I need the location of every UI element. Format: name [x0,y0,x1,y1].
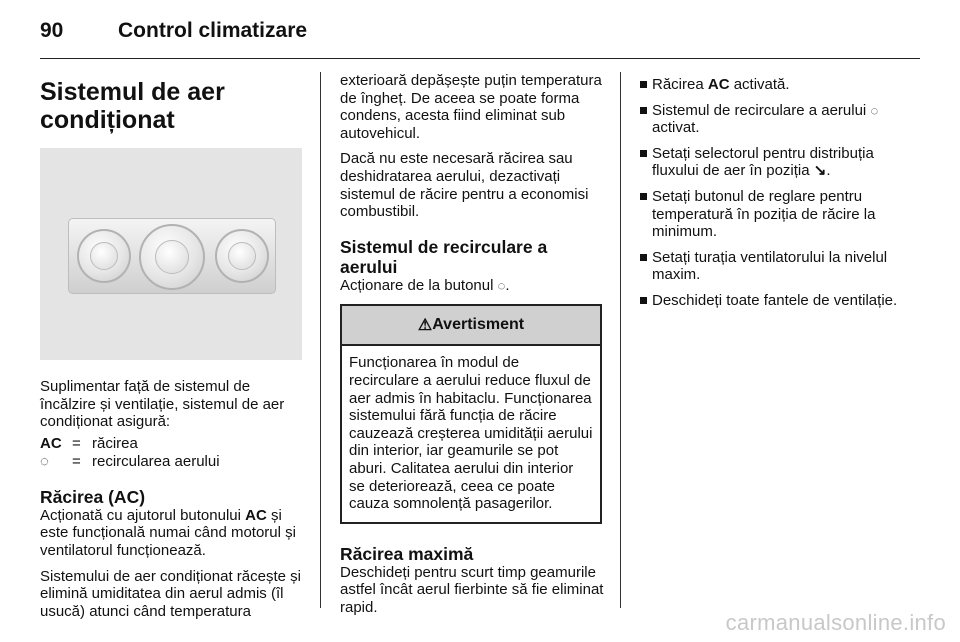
list-item: Sistemul de recirculare a aerului ◌ activat. [640,102,908,137]
section-title-line2: condiționat [40,106,175,134]
page-header [40,14,307,48]
warning-box [340,304,602,523]
list-item: Setați selectorul pentru distribuția fluxului de aer în poziția ↘. [640,145,908,180]
list-item: Setați butonul de reglare pentru temperatură în poziția de răcire la minimum. [640,188,908,241]
ac-key: AC [40,434,62,452]
bullet-icon [640,297,647,304]
warning-title: Avertisment [432,316,525,334]
list-item: Deschideți toate fantele de ventilație. [640,292,908,310]
racirea-paragraph-1: Acționată cu ajutorul butonului AC și este funcțională numai când motorul și ventilatorul funcționează. [40,506,296,559]
temperature-knob [139,224,205,290]
max-cooling-steps [640,76,908,310]
bullet-icon [640,150,647,157]
list-item: Răcirea AC activată. [640,76,908,94]
ac-definition: răcirea [92,434,138,452]
warning-body: Funcționarea în modul de recirculare a aerului reduce fluxul de aer admis în habitaclu. Funcționarea sistemului fără funcția de răcire cauzează creșterea umidității aerului din interior, iar geamurile se pot aburi. Calitatea aerului din interior se deteriorează, ceea ce poate cauza somnolență pasagerilor. [349,354,593,513]
bullet-icon [640,81,647,88]
racirea-paragraph-2: Sistemului de aer condiționat răcește și elimină umiditatea din aerul admis (îl usucă) atunci când temperatura [40,567,301,620]
fan-speed-knob [77,229,131,283]
column-divider-2 [620,72,621,608]
warning-icon: ⚠ [417,317,433,335]
recirculation-icon: ◌ [40,452,49,470]
definition-list [40,435,304,471]
max-cooling-heading: Răcirea maximă [340,543,474,564]
column-2 [340,72,604,616]
intro-paragraph: Suplimentar față de sistemul de încălzire și ventilație, sistemul de aer condiționat asigură: [40,378,285,431]
definition-row-ac: AC = răcirea [40,434,138,452]
racirea-heading: Răcirea (AC) [40,486,146,507]
bullet-icon [640,254,647,261]
air-distribution-knob [215,229,269,283]
recirc-definition: recircularea aerului [92,452,220,470]
control-panel [68,218,276,294]
air-distribution-icon: ↘ [813,162,827,180]
list-item: Setați turația ventilatorului la nivelul maxim. [640,249,908,284]
column-1 [40,72,304,620]
bullet-icon [640,107,647,114]
section-title [40,78,304,134]
header-rule [40,58,920,59]
recirculation-text: Acționare de la butonul ◌. [340,276,510,294]
column-3 [640,72,908,318]
page-number: 90 [40,19,64,42]
chapter-title: Control climatizare [118,19,308,42]
climate-control-photo [40,148,302,360]
recirculation-heading: Sistemul de recirculare a aerului [340,236,548,277]
watermark: carmanualsonline.info [725,610,946,635]
continued-paragraph: exterioară depășește puțin temperatura de îngheț. De aceea se poate forma condens, acesta fiind eliminat sub autovehicul. [340,72,602,142]
warning-header [342,306,600,346]
max-cooling-text: Deschideți pentru scurt timp geamurile astfel încât aerul fierbinte să fie eliminat rapid. [340,563,604,616]
column-divider-1 [320,72,321,608]
bullet-icon [640,193,647,200]
section-title-line1: Sistemul de aer [40,78,225,106]
economy-paragraph: Dacă nu este necesară răcirea sau deshidratarea aerului, dezactivați sistemul de răcire pentru a economisi combustibil. [340,150,589,221]
recirculation-icon: ◌ [870,102,879,118]
definition-row-recirc: ◌ = recircularea aerului [40,452,220,470]
recirculation-icon: ◌ [497,277,506,293]
